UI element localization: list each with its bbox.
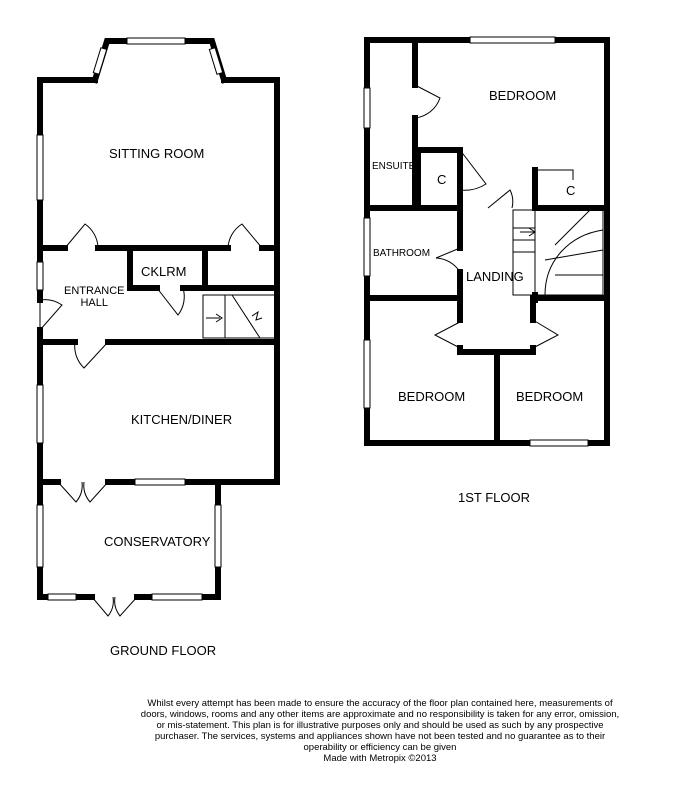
hall-window [37,262,43,290]
conservatory-side-window-left [37,505,43,567]
disclaimer [140,698,620,764]
bathroom-window [364,218,370,276]
first-floor-title: 1ST FLOOR [458,490,531,505]
conservatory-door-right [115,597,137,616]
first-floor-plan [364,37,607,446]
ensuite-label: ENSUITE [372,161,416,172]
bedroom-rear-window [530,440,588,446]
disclaimer-credit: Made with Metropix ©2013 [323,753,437,764]
ground-floor-plan [37,38,277,616]
door-swing [228,224,262,248]
landing-walls [367,190,607,443]
patio-door-left [58,482,82,502]
kitchen-rear-window [135,479,185,485]
conservatory-walls [37,482,221,616]
kitchen-side-window [37,385,43,443]
conservatory-side-window-right [215,505,221,567]
ensuite-walls [367,40,486,208]
entrance-hall-label-line1: ENTRANCE [64,285,125,297]
bedroom-main-label: BEDROOM [489,88,557,103]
cloakroom-door-swing [157,288,184,315]
kitchen-door-swing [75,342,108,368]
stair-area [513,170,607,300]
kitchen-diner-label: KITCHEN/DINER [131,412,233,427]
door-swing [65,224,98,248]
patio-door-right [84,482,108,502]
cupboard-label-2: C [566,183,576,198]
entrance-hall-walls [37,248,277,480]
conservatory-label: CONSERVATORY [104,534,211,549]
disclaimer-text: Whilst every attempt has been made to ensure the accuracy of the floor plan contained here, measurements of doors, windows, rooms and any other items are approximate and no responsibility is taken for any error, omission, or mis-statement. This plan is for illustrative purposes only and should be used as such by any prospective purchaser. The services, systems and appliances shown have not been tested and no guarantee as to their operability or efficiency can be given [140,698,620,753]
conservatory-rear-window-right [152,594,202,600]
bay-window-left [93,48,106,75]
front-door-swing [40,300,62,330]
cloakroom-label: CKLRM [141,264,187,279]
ensuite-window [364,88,370,128]
bedroom-2-label: BEDROOM [398,389,466,404]
conservatory-rear-window-left [48,594,76,600]
sitting-room-label: SITTING ROOM [109,146,205,161]
bedroom-front-window [470,37,555,43]
bathroom-label: BATHROOM [373,248,431,259]
first-floor-outline [367,40,607,443]
ground-floor-title: GROUND FLOOR [110,643,217,658]
landing-label: LANDING [466,269,524,284]
sitting-room-side-window [37,135,43,200]
bedroom-3-label: BEDROOM [516,389,584,404]
cupboard-label-1: C [437,172,447,187]
bay-window-front [127,38,185,44]
ensuite-door-swing [415,85,440,118]
conservatory-door-left [92,597,113,616]
entrance-hall-label [64,285,125,309]
entrance-hall-label-line2: HALL [80,297,109,309]
bedroom-side-window [364,340,370,408]
